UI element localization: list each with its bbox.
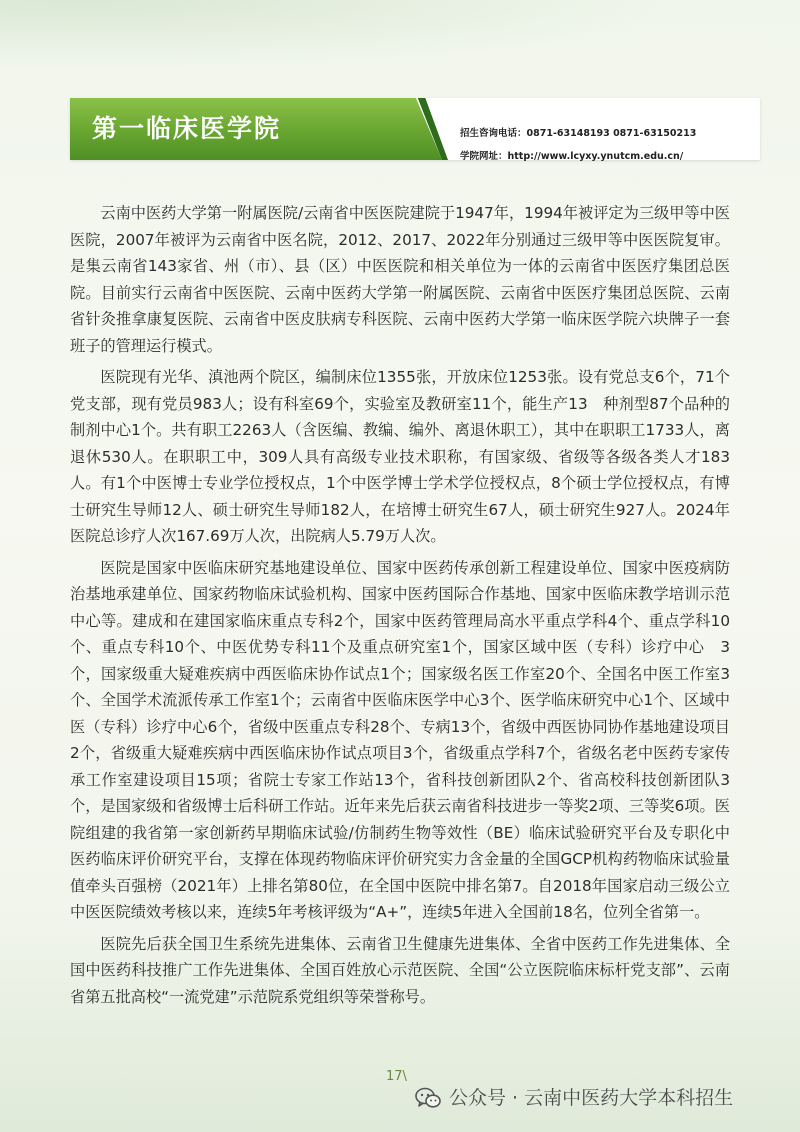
admission-phone: 招生咨询电话：0871-63148193 0871-63150213 (460, 128, 697, 139)
top-background-decoration (0, 0, 800, 80)
page-title: 第一临床医学院 (92, 114, 282, 143)
watermark-text: 公众号 · 云南中医药大学本科招生 (449, 1087, 734, 1109)
article-body (70, 200, 730, 1015)
contact-info (460, 122, 760, 168)
wechat-icon (415, 1087, 441, 1109)
page-number: 17\ (386, 1069, 407, 1084)
paragraph-honors: 医院先后获全国卫生系统先进集体、云南省卫生健康先进集体、全省中医药工作先进集体、全国中医药科技推广工作先进集体、全国百姓放心示范医院、全国“公立医院临床标杆党支部”、云南省第五批高校“一流党建”示范院系党组织等荣誉称号。 (70, 934, 730, 1006)
college-website: 学院网址：http://www.lcyxy.ynutcm.edu.cn/ (460, 151, 684, 162)
paragraph-scale: 医院现有光华、滇池两个院区，编制床位1355张，开放床位1253张。设有党总支6个，71个党支部，现有党员983人；设有科室69个，实验室及教研室11个，能生产13 种剂型87个品种的制剂中心1个。共有职工2263人（含医编、教编、编外、离退休职工），其中在职职工1733人，离退休530人。在职职工中，309人具有高级专业技术职称，有国家级、省级等各级各类人才183人。有1个中医博士专业学位授权点，1个中医学博士学术学位授权点，8个硕士学位授权点，有博士研究生导师12人、硕士研究生导师182人，在培博士研究生67人，硕士研究生927人。2024年医院总诊疗人次167.69万人次，出院病人5.79万人次。 (70, 368, 730, 545)
paragraph-platforms: 医院是国家中医临床研究基地建设单位、国家中医药传承创新工程建设单位、国家中医疫病防治基地承建单位、国家药物临床试验机构、国家中医药国际合作基地、国家中医临床教学培训示范中心等。建成和在建国家临床重点专科2个，国家中医药管理局高水平重点学科4个、重点学科10个、重点专科10个、中医优势专科11个及重点研究室1个，国家区域中医（专科）诊疗中心 3个，国家级重大疑难疾病中西医临床协作试点1个；国家级名医工作室20个、全国名中医工作室3个、全国学术流派传承工作室1个；云南省中医临床医学中心3个、医学临床研究中心1个、区域中医（专科）诊疗中心6个，省级中医重点专科28个、专病13个，省级中西医协同协作基地建设项目2个，省级重大疑难疾病中西医临床协作试点项目3个，省级重点学科7个，省级名老中医药专家传承工作室建设项目15项；省院士专家工作站13个，省科技创新团队2个、省高校科技创新团队3个，是国家级和省级博士后科研工作站。近年来先后获云南省科技进步一等奖2项、三等奖6项。医院组建的我省第一家创新药早期临床试验/仿制药生物等效性（BE）临床试验研究平台及专职化中医药临床评价研究平台，支撑在体现药物临床评价研究实力含金量的全国GCP机构药物临床试验量值牵头百强榜（2021年）上排名第80位，在全国中医院中排名第7。自2018年国家启动三级公立中医医院绩效考核以来，连续5年考核评级为“A+”，连续5年进入全国前18名，位列全省第一。 (70, 558, 730, 921)
paragraph-history: 云南中医药大学第一附属医院/云南省中医医院建院于1947年，1994年被评定为三级甲等中医医院，2007年被评为云南省中医名院，2012、2017、2022年分别通过三级甲等中医医院复审。是集云南省143家省、州（市）、县（区）中医医院和相关单位为一体的云南省中医医疗集团总医院。目前实行云南省中医医院、云南中医药大学第一附属医院、云南省中医医疗集团总医院、云南省针灸推拿康复医院、云南省中医皮肤病专科医院、云南中医药大学第一临床医学院六块牌子一套班子的管理运行模式。 (70, 204, 730, 355)
footer-watermark (415, 1082, 733, 1114)
